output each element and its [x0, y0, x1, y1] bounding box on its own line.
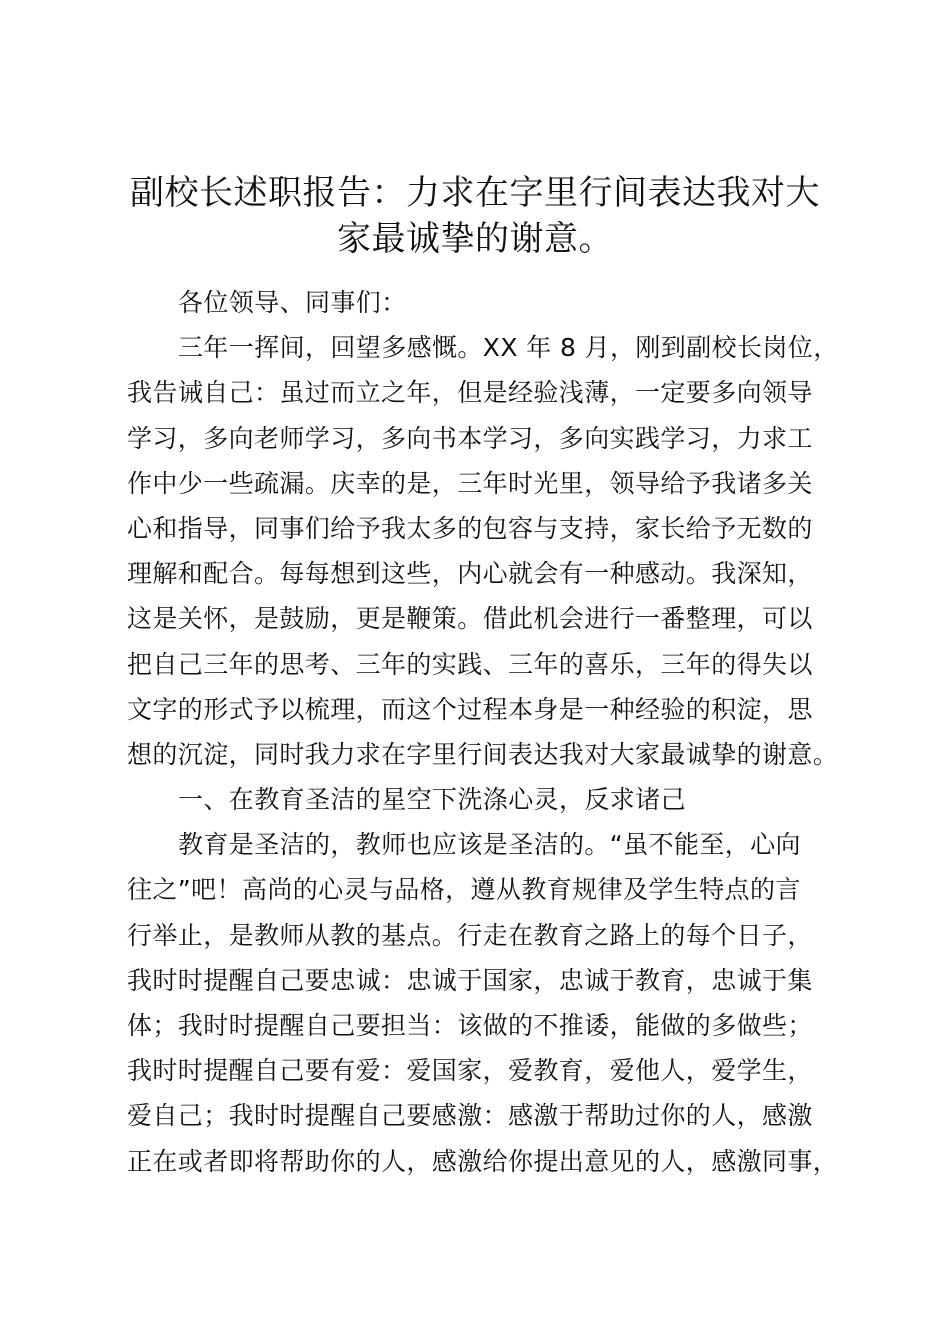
document-title: [100, 170, 850, 262]
document-body: [127, 280, 837, 1184]
paragraph-1-line: 想的沉淀，同时我力求在字里行间表达我对大家最诚挚的谢意。: [127, 739, 839, 769]
paragraph-1: [127, 325, 837, 777]
paragraph-2-line: 我时时提醒自己要有爱：爱国家，爱教育，爱他人，爱学生，: [127, 1056, 813, 1086]
paragraph-1-line: 理解和配合。每每想到这些，内心就会有一种感动。我深知，: [127, 559, 813, 589]
paragraph-1-line: 心和指导，同事们给予我太多的包容与支持，家长给予无数的: [127, 513, 813, 543]
title-line-2: 家最诚挚的谢意。: [337, 219, 613, 259]
section-heading-1: 一、在教育圣洁的星空下洗涤心灵，反求诸己: [178, 785, 687, 815]
paragraph-2-line: 往之”吧！高尚的心灵与品格，遵从教育规律及学生特点的言: [127, 875, 801, 905]
paragraph-2: [127, 822, 837, 1184]
paragraph-1-line: 文字的形式予以梳理，而这个过程本身是一种经验的积淀，思: [127, 694, 813, 724]
paragraph-1-line: 作中少一些疏漏。庆幸的是，三年时光里，领导给予我诸多关: [127, 468, 813, 498]
paragraph-2-line: 行举止，是教师从教的基点。行走在教育之路上的每个日子，: [127, 920, 813, 950]
paragraph-2-line: 体；我时时提醒自己要担当：该做的不推诿，能做的多做些；: [127, 1011, 813, 1040]
paragraph-1-line: 我告诫自己：虽过而立之年，但是经验浅薄，一定要多向领导: [127, 378, 813, 408]
paragraph-1-line: 把自己三年的思考、三年的实践、三年的喜乐，三年的得失以: [127, 649, 813, 679]
salutation: 各位领导、同事们：: [178, 288, 407, 317]
paragraph-2-line: 我时时提醒自己要忠诚：忠诚于国家，忠诚于教育，忠诚于集: [127, 965, 813, 995]
paragraph-1-line: 三年一挥间，回望多感慨。XX 年 8 月，刚到副校长岗位，: [178, 333, 839, 363]
paragraph-2-line: 教育是圣洁的，教师也应该是圣洁的。“虽不能至，心向: [178, 830, 801, 860]
paragraph-1-line: 学习，多向老师学习，多向书本学习，多向实践学习，力求工: [127, 423, 813, 453]
paragraph-1-line: 这是关怀，是鼓励，更是鞭策。借此机会进行一番整理，可以: [127, 604, 813, 634]
title-line-1: 副校长述职报告：力求在字里行间表达我对大: [130, 173, 820, 213]
paragraph-2-line: 爱自己；我时时提醒自己要感激：感激于帮助过你的人，感激: [127, 1101, 813, 1131]
paragraph-2-line: 正在或者即将帮助你的人，感激给你提出意见的人，感激同事，: [127, 1146, 839, 1176]
